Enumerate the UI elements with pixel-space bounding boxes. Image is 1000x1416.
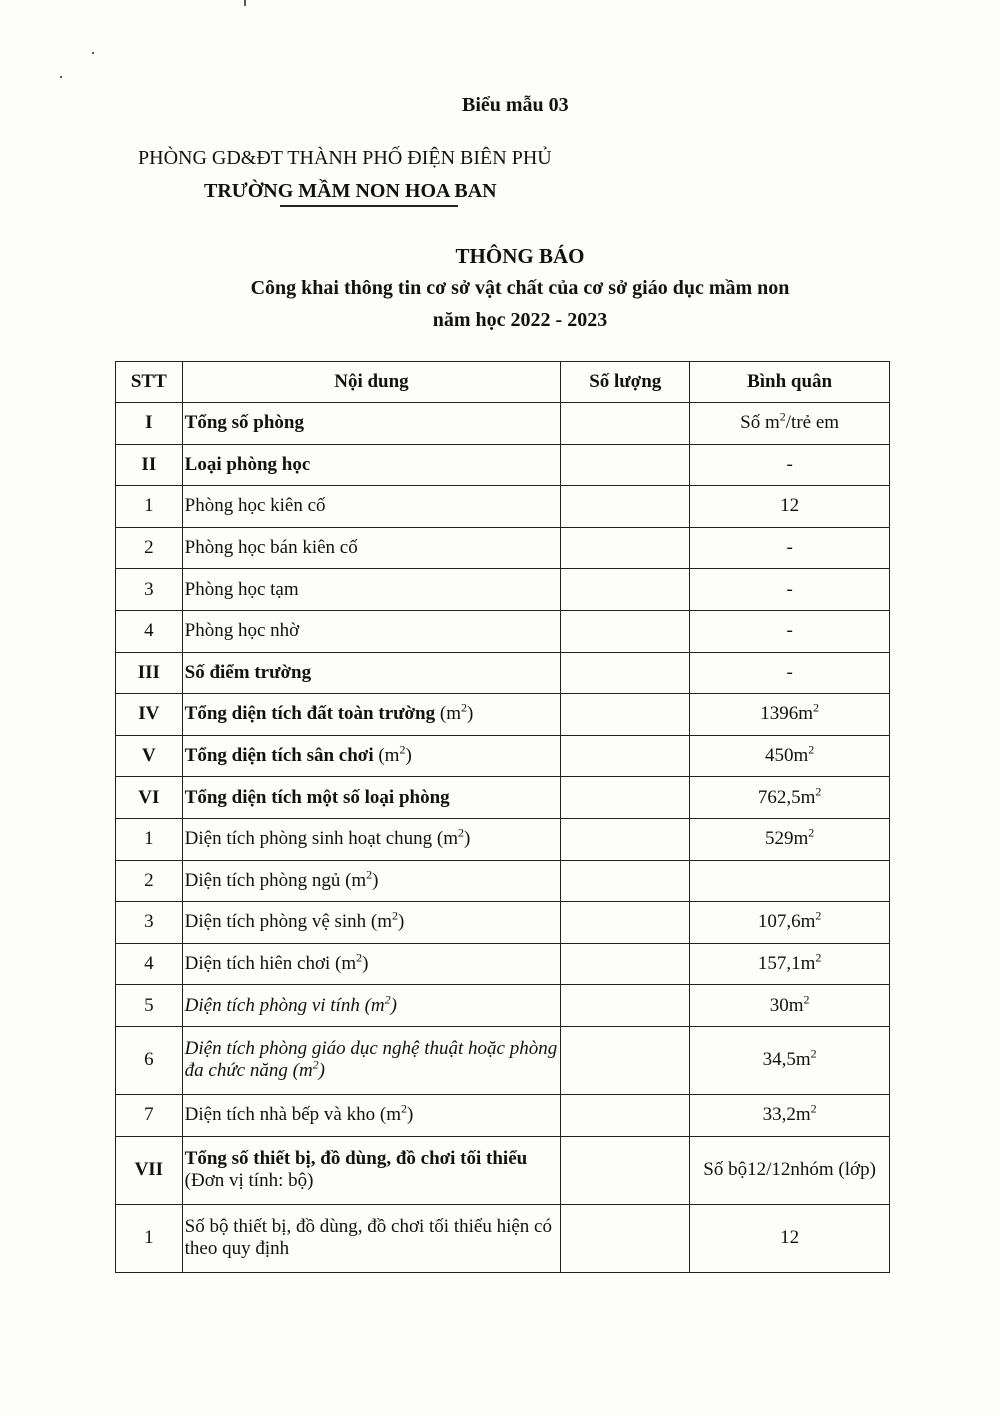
row-average	[690, 860, 890, 902]
table-row	[116, 694, 890, 736]
facilities-table	[115, 361, 890, 1273]
row-stt-text: V	[141, 745, 156, 767]
table-row	[116, 902, 890, 944]
row-content-text: Diện tích phòng vi tính (m	[184, 994, 385, 1016]
table-row	[116, 1094, 890, 1136]
row-stt-text: 1	[144, 495, 154, 517]
row-content-text: Tổng diện tích sân chơi	[184, 745, 374, 767]
row-content-text: Diện tích phòng ngủ (m	[184, 869, 367, 891]
row-content-text: Số bộ thiết bị, đồ dùng, đồ chơi tối thiểu hiện có theo quy định	[184, 1216, 552, 1259]
table-row	[116, 444, 890, 486]
row-average	[690, 610, 890, 652]
row-stt-text: 2	[144, 869, 154, 891]
row-content-text: Diện tích nhà bếp và kho (m	[184, 1104, 401, 1126]
row-average-sup: 2	[812, 701, 819, 716]
row-average	[690, 818, 890, 860]
header-stt: STT	[116, 362, 183, 403]
row-average	[690, 902, 890, 944]
row-stt-text: 3	[144, 578, 154, 600]
row-content-text: Diện tích phòng vệ sinh (m	[184, 911, 393, 933]
row-content	[182, 694, 561, 736]
row-content	[182, 527, 561, 569]
row-average-sup: 2	[815, 950, 822, 965]
row-stt	[116, 569, 183, 611]
row-average	[690, 985, 890, 1027]
row-average-text: 450m	[764, 745, 809, 767]
row-content-suffix: (m	[373, 745, 400, 767]
row-average-suffix: /trẻ em	[785, 412, 840, 434]
row-content	[182, 985, 561, 1027]
row-average	[690, 569, 890, 611]
table-row	[116, 403, 890, 445]
row-stt	[116, 1204, 183, 1272]
row-stt	[116, 1094, 183, 1136]
row-content-end: )	[372, 869, 379, 891]
row-content-sup: 2	[366, 867, 373, 882]
row-average-text: 529m	[764, 828, 809, 850]
row-content-sup: 2	[356, 950, 363, 965]
scan-mark	[244, 0, 246, 6]
row-content-suffix: (m	[435, 703, 461, 725]
row-average	[690, 694, 890, 736]
table-header-row	[116, 362, 890, 403]
row-quantity	[561, 527, 690, 569]
table-row	[116, 610, 890, 652]
row-content-end: )	[390, 994, 397, 1016]
row-content	[182, 1204, 561, 1272]
school-underline	[280, 205, 458, 207]
row-average-text: 1396m	[760, 703, 813, 725]
row-suffix-sup: 2	[399, 742, 406, 757]
table-row	[116, 985, 890, 1027]
row-stt-text: VII	[134, 1159, 164, 1180]
row-average-text: 33,2m	[762, 1104, 811, 1126]
row-stt-text: I	[145, 412, 153, 434]
row-stt-text: 6	[144, 1049, 154, 1071]
row-quantity	[561, 1026, 690, 1094]
row-stt	[116, 444, 183, 486]
row-content	[182, 943, 561, 985]
row-stt	[116, 818, 183, 860]
department-name: PHÒNG GD&ĐT THÀNH PHỐ ĐIỆN BIÊN PHỦ	[138, 147, 552, 169]
table-row	[116, 860, 890, 902]
row-stt	[116, 652, 183, 694]
row-suffix-end: )	[466, 703, 474, 725]
row-average	[690, 1136, 890, 1204]
row-content-text: Loại phòng học	[184, 453, 311, 475]
row-quantity	[561, 1094, 690, 1136]
row-stt	[116, 610, 183, 652]
row-content-sup: 2	[312, 1058, 319, 1073]
row-average-sup: 2	[815, 909, 822, 924]
row-quantity	[561, 777, 690, 819]
row-average	[690, 652, 890, 694]
row-stt-text: VI	[138, 786, 160, 808]
row-average	[690, 444, 890, 486]
notice-subtitle: Công khai thông tin cơ sở vật chất của cơ sở giáo dục mầm non	[250, 277, 790, 299]
row-average-text: Số bộ12/12nhóm (lớp)	[703, 1159, 876, 1180]
row-quantity	[561, 902, 690, 944]
form-label: Biểu mẫu 03	[462, 94, 569, 116]
row-content	[182, 444, 561, 486]
row-average-text: 107,6m	[757, 911, 816, 933]
row-content-end: )	[362, 953, 369, 975]
row-content	[182, 403, 561, 445]
row-content-sup: 2	[384, 992, 391, 1007]
row-average-text: 30m	[769, 994, 804, 1016]
row-average	[690, 777, 890, 819]
row-content	[182, 486, 561, 528]
table-row	[116, 569, 890, 611]
notice-year: năm học 2022 - 2023	[432, 309, 608, 331]
table-row	[116, 943, 890, 985]
row-quantity	[561, 652, 690, 694]
header-average: Bình quân	[690, 362, 890, 403]
row-average	[690, 486, 890, 528]
row-content-sup: 2	[458, 825, 464, 840]
school-name: TRƯỜNG MẦM NON HOA BAN	[204, 180, 497, 202]
row-quantity	[561, 735, 690, 777]
row-quantity	[561, 444, 690, 486]
row-content-text: Số điểm trường	[184, 661, 312, 683]
scan-speck	[92, 52, 94, 54]
table-row	[116, 652, 890, 694]
row-stt	[116, 527, 183, 569]
row-stt-text: 1	[144, 828, 154, 850]
row-content-sup: 2	[400, 1101, 407, 1116]
row-stt-text: 4	[144, 953, 154, 975]
row-average	[690, 1094, 890, 1136]
row-content	[182, 735, 561, 777]
row-average	[690, 403, 890, 445]
row-average-sup: 2	[779, 409, 786, 424]
row-average-text: 34,5m	[762, 1049, 811, 1071]
row-content-end: )	[398, 911, 405, 933]
row-average-text: 12	[780, 495, 800, 517]
row-content-end: )	[318, 1060, 325, 1082]
row-quantity	[561, 569, 690, 611]
row-average	[690, 735, 890, 777]
row-average	[690, 943, 890, 985]
table-row	[116, 486, 890, 528]
row-stt-text: 7	[144, 1104, 154, 1126]
row-content-text: Phòng học nhờ	[184, 620, 300, 642]
row-quantity	[561, 818, 690, 860]
row-average-sup: 2	[803, 992, 810, 1007]
row-quantity	[561, 860, 690, 902]
row-average	[690, 527, 890, 569]
row-average-sup: 2	[808, 742, 815, 757]
table-row	[116, 1136, 890, 1204]
row-average-text: 12	[780, 1227, 800, 1248]
row-content	[182, 652, 561, 694]
row-stt-text: 4	[144, 620, 154, 642]
row-quantity	[561, 403, 690, 445]
row-content-text: Phòng học kiên cố	[184, 495, 326, 517]
row-average-sup: 2	[815, 784, 822, 799]
row-quantity	[561, 985, 690, 1027]
row-content-end: )	[464, 828, 471, 850]
row-average-text: -	[786, 453, 793, 475]
row-stt	[116, 486, 183, 528]
row-content-text: Tổng số thiết bị, đồ dùng, đồ chơi tối thiểu	[184, 1148, 528, 1169]
row-stt	[116, 985, 183, 1027]
row-stt-text: 3	[144, 911, 154, 933]
row-stt	[116, 777, 183, 819]
row-content-suffix: (Đơn vị tính: bộ)	[184, 1170, 314, 1191]
row-content-text: Tổng số phòng	[184, 412, 304, 434]
row-average-text: Số m	[740, 412, 780, 434]
table-row	[116, 818, 890, 860]
row-content-sup: 2	[392, 909, 399, 924]
header-content: Nội dung	[182, 362, 561, 403]
row-content	[182, 569, 561, 611]
row-stt-text: 5	[144, 994, 154, 1016]
row-stt-text: IV	[138, 703, 160, 725]
row-stt	[116, 860, 183, 902]
row-average-sup: 2	[810, 1047, 817, 1062]
row-average-text: -	[786, 620, 793, 642]
row-quantity	[561, 694, 690, 736]
row-stt-text: 2	[144, 537, 154, 559]
row-content-text: Phòng học tạm	[184, 578, 299, 600]
row-average	[690, 1204, 890, 1272]
header-quantity: Số lượng	[561, 362, 690, 403]
row-content	[182, 860, 561, 902]
row-stt	[116, 943, 183, 985]
table-row	[116, 527, 890, 569]
row-stt	[116, 694, 183, 736]
row-content	[182, 1026, 561, 1094]
row-average-text: 157,1m	[757, 953, 816, 975]
row-quantity	[561, 1204, 690, 1272]
row-quantity	[561, 486, 690, 528]
row-stt	[116, 1136, 183, 1204]
row-content-text: Diện tích phòng giáo dục nghệ thuật hoặc phòng đa chức năng (m	[184, 1038, 558, 1082]
row-content	[182, 902, 561, 944]
row-content-text: Phòng học bán kiên cố	[184, 537, 358, 559]
row-average-text: 762,5m	[757, 786, 816, 808]
table-row	[116, 735, 890, 777]
row-content	[182, 610, 561, 652]
row-suffix-sup: 2	[460, 701, 467, 716]
row-content	[182, 1136, 561, 1204]
row-stt	[116, 1026, 183, 1094]
row-stt	[116, 403, 183, 445]
row-content	[182, 1094, 561, 1136]
row-content-end: )	[406, 1104, 414, 1126]
row-content-text: Tổng diện tích đất toàn trường	[184, 703, 436, 725]
table-row	[116, 777, 890, 819]
row-quantity	[561, 610, 690, 652]
row-content	[182, 777, 561, 819]
row-content-text: Tổng diện tích một số loại phòng	[184, 786, 450, 808]
row-stt	[116, 902, 183, 944]
row-stt-text: III	[137, 661, 160, 683]
row-stt	[116, 735, 183, 777]
row-suffix-end: )	[405, 745, 412, 767]
row-content	[182, 818, 561, 860]
row-average-text: -	[786, 537, 793, 559]
row-average	[690, 1026, 890, 1094]
row-average-text: -	[786, 661, 793, 683]
scan-speck	[60, 76, 62, 78]
row-average-text: -	[786, 578, 793, 600]
table-row	[116, 1026, 890, 1094]
row-content-text: Diện tích hiên chơi (m	[184, 953, 357, 975]
row-average-sup: 2	[808, 825, 815, 840]
row-stt-text: II	[141, 453, 157, 475]
notice-title: THÔNG BÁO	[455, 244, 585, 268]
row-quantity	[561, 943, 690, 985]
row-content-text: Diện tích phòng sinh hoạt chung (m	[184, 828, 458, 850]
table-row	[116, 1204, 890, 1272]
table-body	[116, 403, 890, 1273]
row-stt-text: 1	[144, 1227, 154, 1248]
row-quantity	[561, 1136, 690, 1204]
row-average-sup: 2	[810, 1101, 817, 1116]
